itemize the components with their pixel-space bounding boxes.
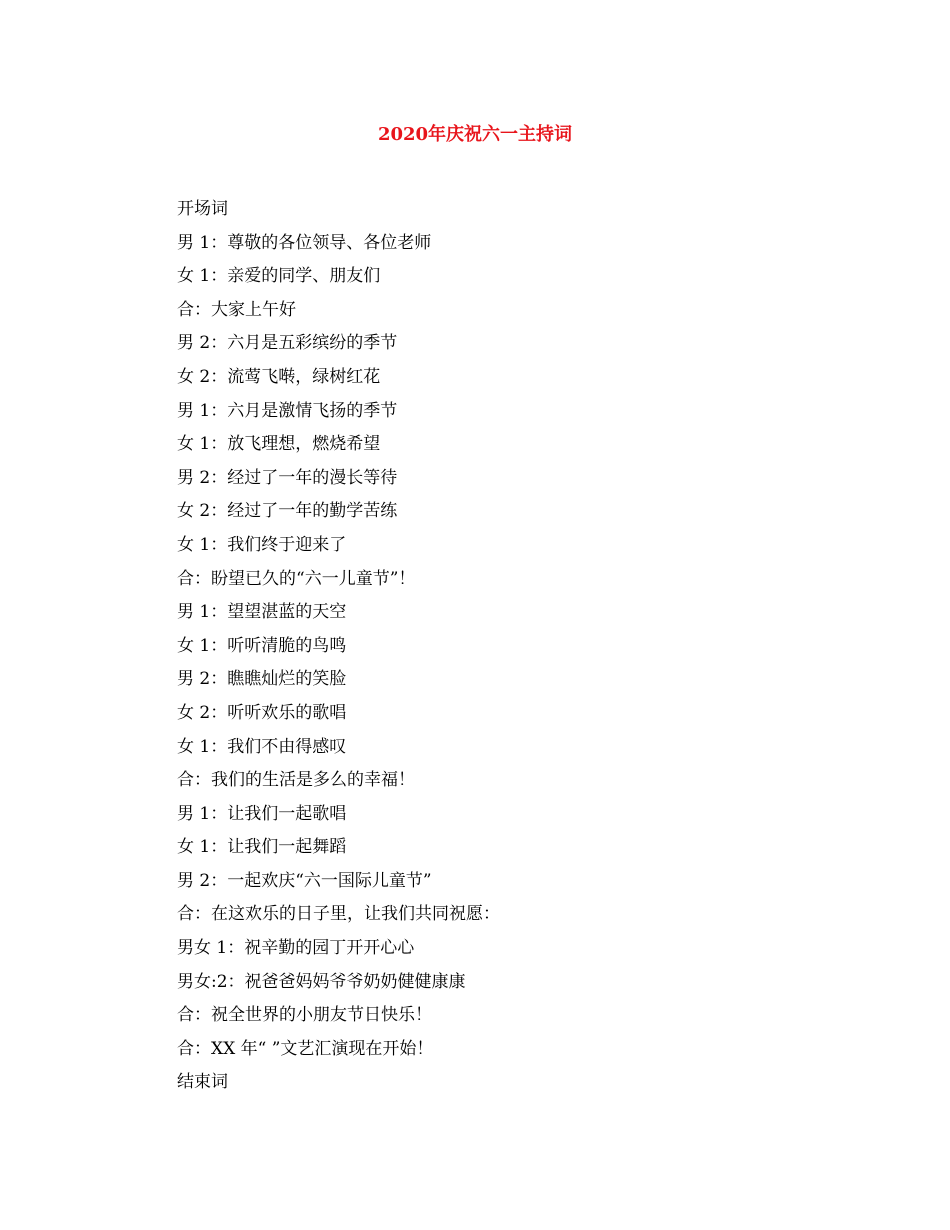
script-line: 女 1：我们终于迎来了 <box>177 534 347 555</box>
script-line: 男 1：让我们一起歌唱 <box>177 803 347 824</box>
script-line: 开场词 <box>177 199 228 219</box>
script-line: 女 2：听听欢乐的歌唱 <box>177 702 347 723</box>
script-line: 女 1：我们不由得感叹 <box>177 736 347 757</box>
script-lines <box>177 193 877 1100</box>
script-line: 女 1：亲爱的同学、朋友们 <box>177 266 381 287</box>
script-line: 男 1：望望湛蓝的天空 <box>177 602 347 623</box>
script-line: 女 2：流莺飞啭，绿树红花 <box>177 366 381 387</box>
script-line: 合：大家上午好 <box>177 299 296 320</box>
script-line: 男女 1：祝辛勤的园丁开开心心 <box>177 938 415 959</box>
script-line: 男 2：经过了一年的漫长等待 <box>177 467 398 488</box>
script-line: 男 1：尊敬的各位领导、各位老师 <box>177 232 432 253</box>
document-title: 2020年庆祝六一主持词 <box>377 124 573 145</box>
script-line: 女 1：听听清脆的鸟鸣 <box>177 635 347 656</box>
script-line: 女 1：放飞理想，燃烧希望 <box>177 434 381 455</box>
script-line: 合：盼望已久的“六一儿童节”！ <box>177 568 416 589</box>
script-line: 女 1：让我们一起舞蹈 <box>177 837 347 858</box>
script-line: 女 2：经过了一年的勤学苦练 <box>177 501 398 522</box>
script-line: 合：祝全世界的小朋友节日快乐！ <box>177 1005 432 1026</box>
script-line: 结束词 <box>177 1072 228 1093</box>
script-line: 男 2：瞧瞧灿烂的笑脸 <box>177 669 347 690</box>
script-line: 男 2：六月是五彩缤纷的季节 <box>177 333 398 354</box>
script-line: 合：在这欢乐的日子里，让我们共同祝愿： <box>177 904 500 925</box>
script-line: 男 2：一起欢庆“六一国际儿童节” <box>177 870 432 891</box>
script-line: 合：我们的生活是多么的幸福！ <box>177 770 415 791</box>
script-line: 男 1：六月是激情飞扬的季节 <box>177 400 398 421</box>
script-line: 男女:2：祝爸爸妈妈爷爷奶奶健健康康 <box>177 971 466 992</box>
script-line: 合：XX 年“ ”文艺汇演现在开始！ <box>177 1038 434 1059</box>
